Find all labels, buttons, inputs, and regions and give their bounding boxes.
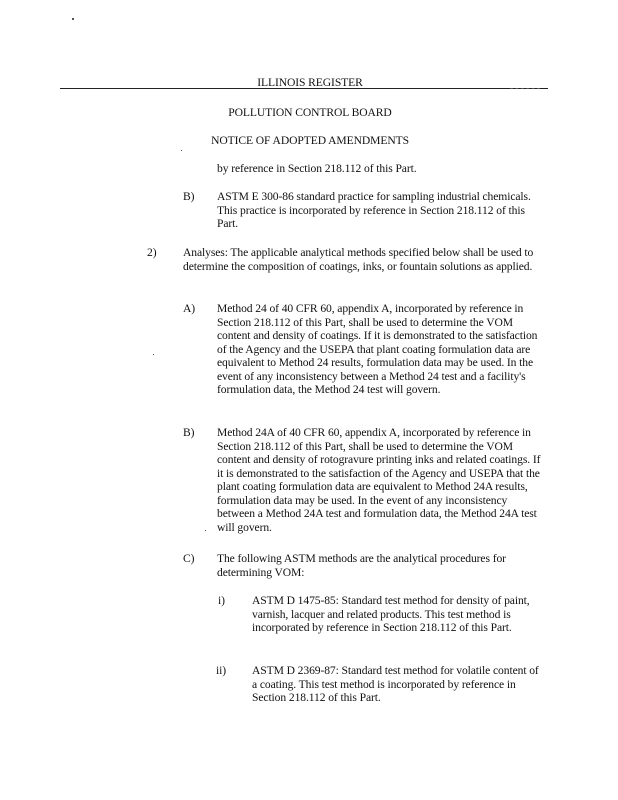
header-rule-dashed — [510, 88, 540, 89]
method-ii-label: ii) — [216, 664, 227, 677]
notice-heading: NOTICE OF ADOPTED AMENDMENTS — [211, 134, 409, 147]
header-rule — [60, 88, 548, 89]
subitem-a-label: A) — [183, 302, 196, 315]
agency-heading: POLLUTION CONTROL BOARD — [228, 106, 392, 119]
subitem-b-text: Method 24A of 40 CFR 60, appendix A, incorporated by reference in Section 218.112 of this Part, shall be used to determine the VOM content and density of rotogravure printing inks and related coatings. If it is demonstrated to the satisfaction of the Agency and USEPA that the plant coating formulation data are equivalent to Method 24A results, formulation data may be used. In the event of any inconsistency between a Method 24A test and formulation data, the Method 24A test will govern. — [217, 426, 541, 534]
item-2-label: 2) — [147, 246, 157, 259]
scan-speck — [153, 354, 154, 355]
subitem-c-text: The following ASTM methods are the analytical procedures for determining VOM: — [217, 552, 506, 579]
item-b-top-label: B) — [183, 190, 195, 203]
subitem-a-text: Method 24 of 40 CFR 60, appendix A, incorporated by reference in Section 218.112 of this Part, shall be used to determine the VOM content and density of coatings. If it is demonstrated to the satisfaction of the Agency and the USEPA that plant coating formulation data are equivalent to Method 24 results, formulation data may be used. In the event of any inconsistency between a Method 24 test and a facility's formulation data, the Method 24 test will govern. — [217, 302, 538, 396]
subitem-c-label: C) — [183, 552, 195, 565]
method-ii-text: ASTM D 2369-87: Standard test method for volatile content of a coating. This test method is incorporated by reference in Section 218.112 of this Part. — [252, 664, 539, 704]
scan-speck — [181, 150, 182, 151]
item-2-text: Analyses: The applicable analytical methods specified below shall be used to determine the composition of coatings, inks, or fountain solutions as applied. — [183, 246, 534, 273]
method-i-text: ASTM D 1475-85: Standard test method for density of paint, varnish, lacquer and related products. This test method is incorporated by reference in Section 218.112 of this Part. — [252, 594, 530, 634]
item-b-top-text: ASTM E 300-86 standard practice for sampling industrial chemicals. This practice is incorporated by reference in Section 218.112 of this Part. — [217, 190, 531, 230]
register-title: ILLINOIS REGISTER — [257, 76, 363, 89]
continuation-text: by reference in Section 218.112 of this Part. — [217, 162, 417, 175]
scan-speck — [72, 18, 74, 20]
method-i-label: i) — [218, 594, 225, 607]
scan-speck — [205, 530, 206, 531]
subitem-b-label: B) — [183, 426, 195, 439]
